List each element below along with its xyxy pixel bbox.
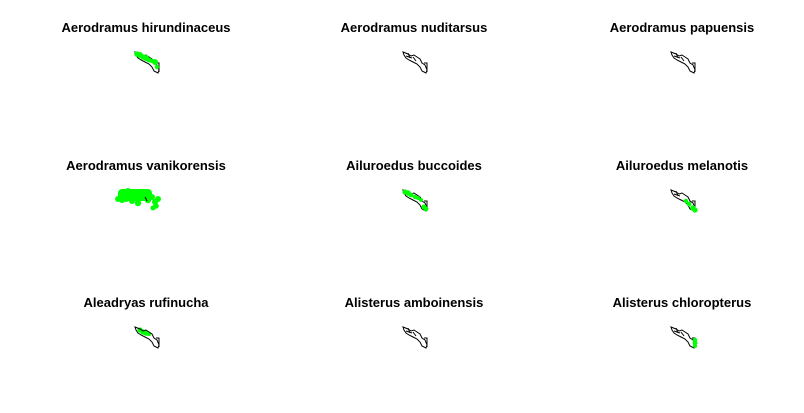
island-outline — [403, 52, 427, 73]
map-panel-ailuroedus-buccoides — [280, 138, 548, 275]
range-map — [666, 183, 702, 217]
panel-title: Aleadryas rufinucha — [83, 295, 209, 310]
range-map — [666, 320, 702, 354]
range-map — [666, 45, 702, 79]
map-panel-alisterus-amboinensis — [280, 275, 548, 412]
island-outline — [671, 327, 695, 348]
map-panel-aerodramus-nuditarsus — [280, 0, 548, 137]
panel-title: Ailuroedus melanotis — [615, 158, 749, 173]
range-map — [130, 45, 166, 79]
map-panel-aerodramus-vanikorensis — [12, 138, 280, 275]
presence-patches — [115, 188, 161, 211]
map-panel-ailuroedus-melanotis — [548, 138, 804, 275]
range-map — [398, 320, 434, 354]
map-panel-alisterus-chloropterus — [548, 275, 804, 412]
map-panel-aerodramus-hirundinaceus — [12, 0, 280, 137]
presence-patches — [402, 189, 428, 211]
island-outline — [671, 52, 695, 73]
range-map — [398, 45, 434, 79]
presence-patches — [693, 338, 698, 348]
range-map — [112, 183, 164, 217]
panel-title: Ailuroedus buccoides — [346, 158, 482, 173]
panel-title: Alisterus amboinensis — [344, 295, 484, 310]
panel-title: Aerodramus vanikorensis — [66, 158, 226, 173]
presence-patches — [134, 51, 159, 69]
panel-title: Aerodramus papuensis — [609, 20, 755, 35]
panel-title: Aerodramus hirundinaceus — [61, 20, 231, 35]
panel-title: Aerodramus nuditarsus — [340, 20, 488, 35]
map-panel-aleadryas-rufinucha — [12, 275, 280, 412]
range-map — [130, 320, 166, 354]
island-outline — [403, 327, 427, 348]
panel-title: Alisterus chloropterus — [612, 295, 752, 310]
map-panel-aerodramus-papuensis — [548, 0, 804, 137]
range-map — [398, 183, 434, 217]
